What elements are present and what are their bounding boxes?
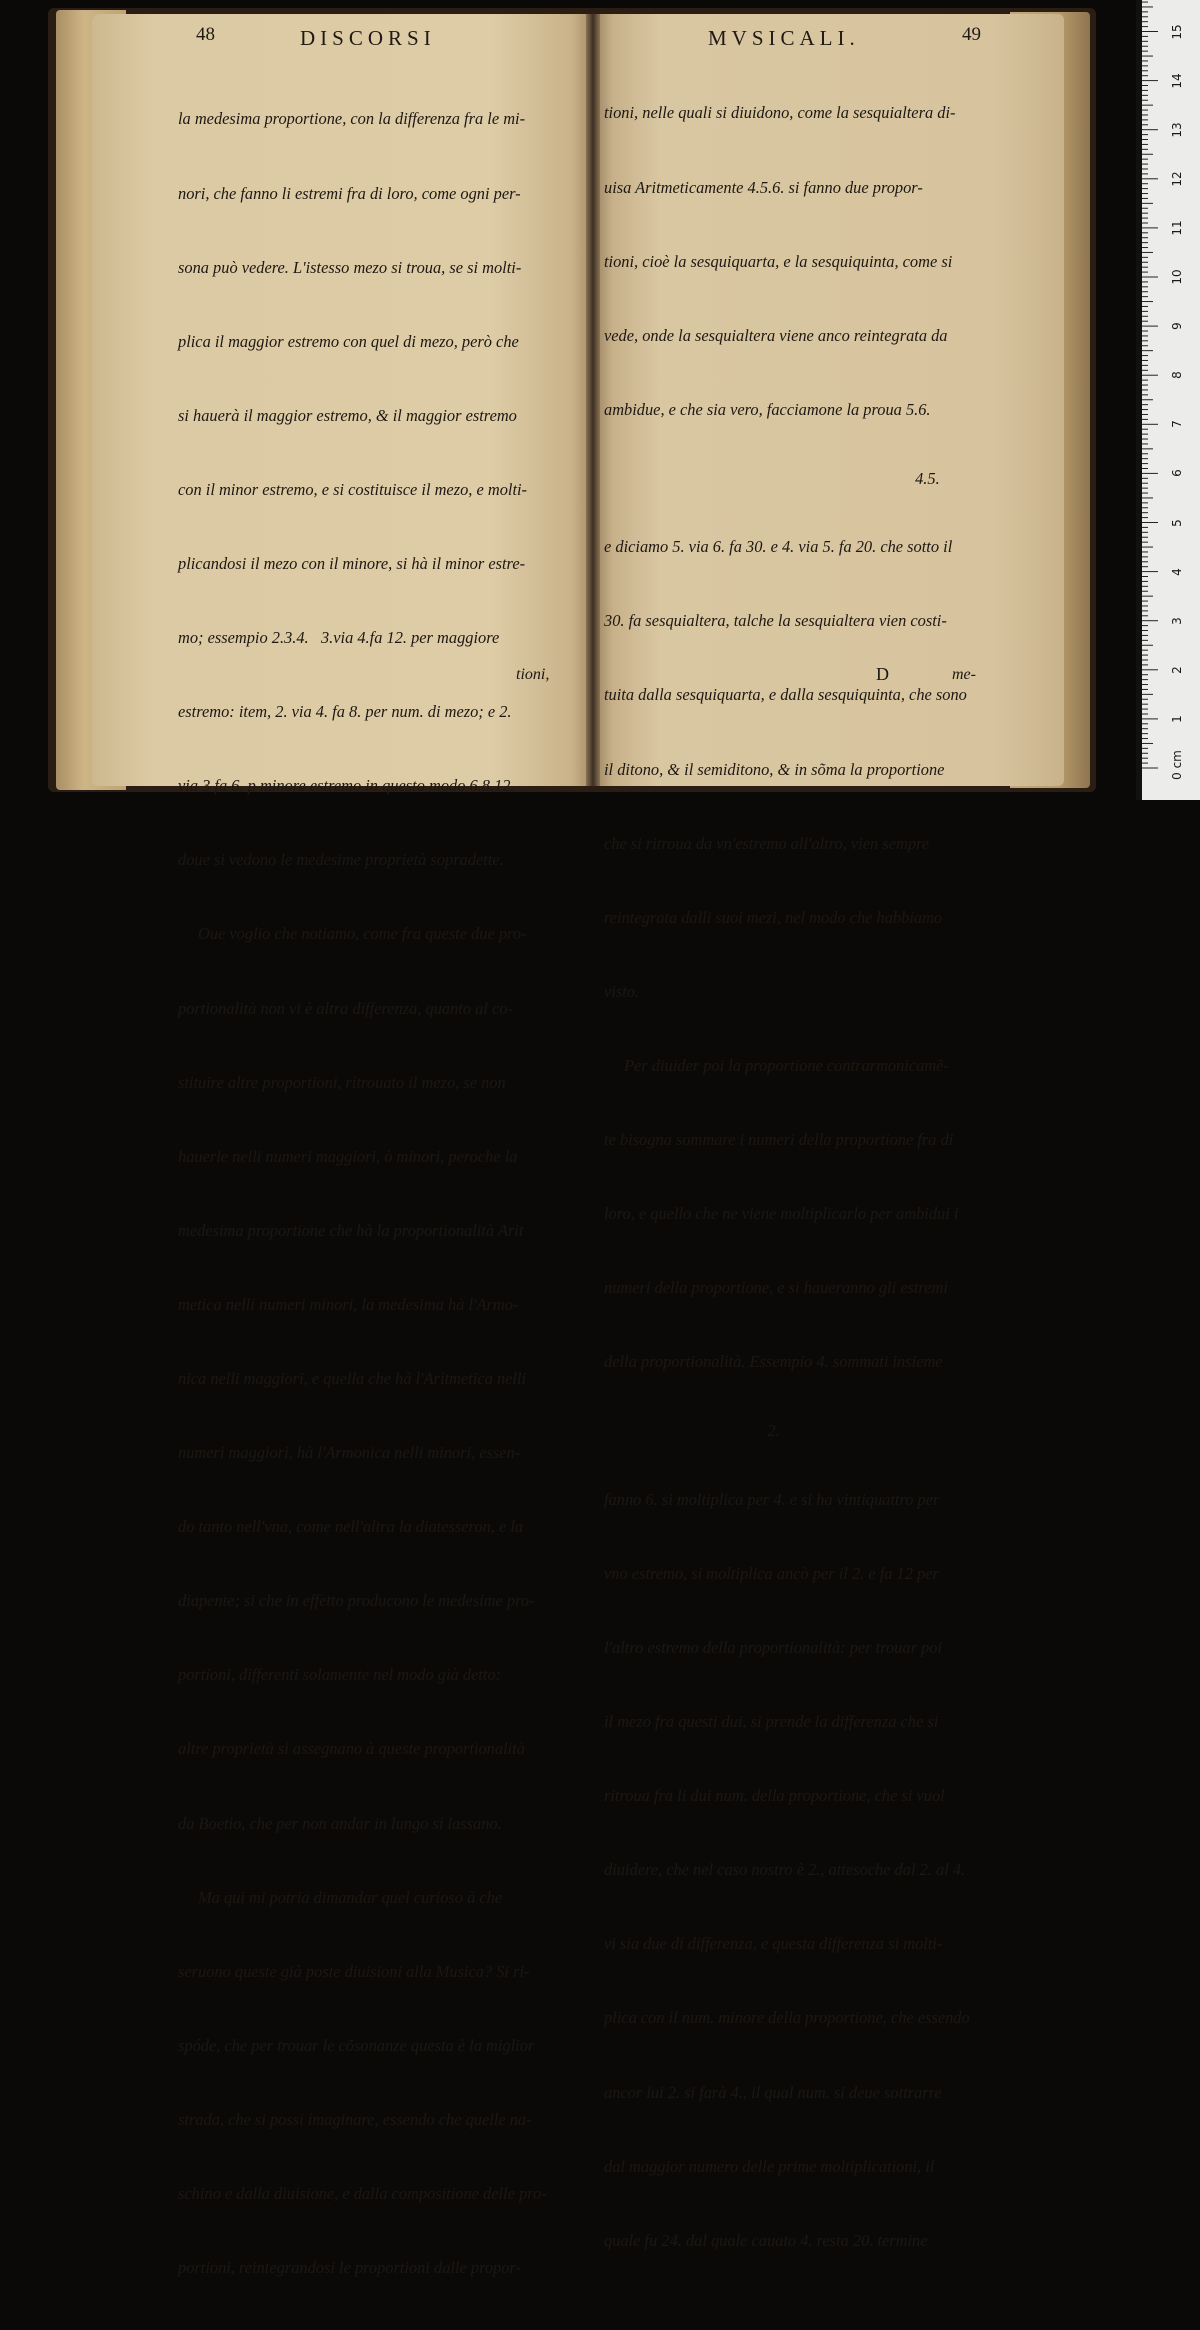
text-line: plica il maggior estremo con quel di mezo, però che <box>178 331 519 351</box>
text-line: spóde, che per trouar le cõsonanze questa è la miglior <box>178 2035 535 2055</box>
text-line: strada, che si possi imaginare, essendo che quelle na- <box>178 2109 532 2129</box>
text-line: il ditono, & il semiditono, & in sõma la proportione <box>604 759 945 779</box>
text-line: altre proprietà si assegnano à queste proportionalità <box>178 1739 525 1759</box>
text-line: e diciamo 5. via 6. fa 30. e 4. via 5. fa 20. che sotto il <box>604 537 953 557</box>
ruler-number: 12 <box>1170 171 1184 187</box>
text-line: si hauerà il maggior estremo, & il maggior estremo <box>178 405 517 425</box>
text-line: tioni, cioè la sesquiquarta, e la sesquiquinta, come si <box>604 251 953 271</box>
right-catchword: me- <box>952 666 976 683</box>
text-line: con il minor estremo, e si costituisce il mezo, e molti- <box>178 479 528 499</box>
text-line: vede, onde la sesquialtera viene anco reintegrata da <box>604 325 948 345</box>
text-line: che si ritroua da vn'estremo all'altro, vien sempre <box>604 833 930 853</box>
text-line: medesima proportione che hà la proportionalità Arit <box>178 1220 524 1240</box>
text-line: sona può vedere. L'istesso mezo si troua, se si molti- <box>178 257 522 277</box>
text-line: do tanto nell'vna, come nell'altra la diatesseron, e la <box>178 1517 524 1537</box>
ruler-number: 2 <box>1170 665 1184 674</box>
text-line: 2. <box>767 1421 780 1441</box>
text-line: vno estremo, si moltiplica ancò per il 2. e fa 12 per <box>604 1563 939 1583</box>
right-page-number: 49 <box>962 24 981 45</box>
text-line: reintegrata dalli suoi mezi, nel modo che habbiamo <box>604 907 943 927</box>
text-line: il mezo fra questi dui, si prende la differenza che si <box>604 1712 939 1732</box>
text-line: te bisogna sommare i numeri della proportione fra di <box>604 1130 954 1150</box>
text-line: hauerle nelli numeri maggiori, ò minori, peroche la <box>178 1146 518 1166</box>
text-line: portionalità non vi è altra differenza, quanto al co- <box>178 998 513 1018</box>
ruler-number: 11 <box>1170 220 1184 236</box>
ruler-number: 5 <box>1170 518 1184 527</box>
ruler-number: 4 <box>1170 567 1184 576</box>
text-line: 4.5. <box>915 468 940 488</box>
right-page-text <box>604 52 970 2303</box>
text-line: numeri maggiori, hà l'Armonica nelli minori, essen- <box>178 1443 521 1463</box>
text-line: 30. fa sesquialtera, talche la sesquialtera vien costi- <box>604 611 947 631</box>
left-page-text <box>178 58 550 2330</box>
text-line: tuita dalla sesquiquarta, e dalla sesquiquinta, che sono <box>604 685 967 705</box>
text-line: metica nelli numeri minori, la medesima hà l'Armo- <box>178 1294 519 1314</box>
signature-mark: D <box>876 664 889 684</box>
text-line: dal maggior numero delle prime moltiplicationi, il <box>604 2156 935 2176</box>
ruler-number: 10 <box>1170 269 1184 285</box>
text-line: tioni, nelle quali si diuidono, come la sesquialtera di- <box>604 103 956 123</box>
text-line: mo; essempio 2.3.4. 3.via 4.fa 12. per maggiore <box>178 628 500 648</box>
ruler-unit-label: 0 cm <box>1170 750 1184 780</box>
text-line: della proportionalità. Essempio 4. sommati insieme <box>604 1352 943 1372</box>
text-line: portioni, reintegrandosi le proportioni dalle propor- <box>178 2258 521 2278</box>
text-line: quale fu 24. dal quale cauato 4. resta 20. termine <box>604 2230 928 2250</box>
text-line: la medesima proportione, con la differenza fra le mi- <box>178 109 526 129</box>
left-page-number: 48 <box>196 24 215 45</box>
text-line: via 3 fa 6. p minore estremo in questo modo 6.8.12. <box>178 776 515 796</box>
text-line: numeri della proportione, e si haueranno gli estremi <box>604 1278 948 1298</box>
ruler-number: 1 <box>1170 715 1184 723</box>
ruler-number: 15 <box>1170 23 1184 40</box>
right-running-head: MVSICALI. <box>708 26 860 50</box>
text-line: estremo: item, 2. via 4. fa 8. per num. di mezo; e 2. <box>178 702 512 722</box>
text-line: ritroua fra li dui num. della proportione, che si vuol <box>604 1786 945 1806</box>
ruler-number: 8 <box>1170 371 1184 380</box>
text-line: fanno 6. si moltiplica per 4. e si ha vintiquattro per <box>604 1489 940 1509</box>
ruler-number: 14 <box>1170 72 1184 89</box>
text-line: schino e dalla diuisione, e dalla compositione delle pro- <box>178 2184 547 2204</box>
left-catchword: tioni, <box>516 666 550 683</box>
text-line: nica nelli maggiori, e quella che hà l'Aritmetica nelli <box>178 1369 527 1388</box>
text-line: plicandosi il mezo con il minore, si hà il minor estre- <box>178 553 526 573</box>
text-line: diuidere, che nel caso nostro è 2., attesoche dal 2. al 4. <box>604 1860 966 1880</box>
text-line: l'altro estremo della proportionalità: per trouar poi <box>604 1638 942 1657</box>
ruler-number: 6 <box>1170 469 1184 478</box>
text-line: seruono queste già poste diuisioni alla Musica? Si ri- <box>178 1961 530 1981</box>
text-line: uisa Aritmeticamente 4.5.6. si fanno due propor- <box>604 177 923 197</box>
text-line: Oue voglio che notiamo, come fra queste due pro- <box>198 924 527 944</box>
text-line: vi sia due di differenza, e questa differenza si molti- <box>604 1934 943 1954</box>
text-line: ambidue, e che sia vero, facciamone la proua 5.6. <box>604 399 931 419</box>
ruler-number: 7 <box>1170 420 1184 429</box>
text-line: portioni, differenti solamente nel modo già detto: <box>178 1665 502 1685</box>
ruler-number: 3 <box>1170 616 1184 625</box>
text-line: visto. <box>604 981 640 1001</box>
book-gutter <box>586 14 600 786</box>
ruler-number: 9 <box>1170 322 1184 330</box>
text-line: nori, che fanno li estremi fra di loro, come ogni per- <box>178 183 521 203</box>
text-line: stituire altre proportioni, ritrouato il mezo, se non <box>178 1072 506 1092</box>
text-line: da Boetio, che per non andar in lungo si lassano. <box>178 1813 502 1833</box>
ruler-number: 13 <box>1170 122 1184 138</box>
left-running-head: DISCORSI <box>300 26 436 50</box>
text-line: plica con il num. minore della proportione, che essendo <box>604 2008 970 2028</box>
text-line: loro, e quello che ne viene moltiplicarlo per ambidui i <box>604 1204 959 1224</box>
text-line: Per diuider poi la proportione contrarmonicamẽ- <box>624 1055 949 1075</box>
text-line: Ma qui mi potria dimandar quel curioso à che <box>198 1887 503 1907</box>
text-line: diapente; si che in effetto producono le medesime pro- <box>178 1591 535 1611</box>
text-line: ancor lui 2. si farà 4., il qual num. si deue sottrarre <box>604 2082 942 2102</box>
text-line: doue si vedono le medesime proprietà sopradette. <box>178 850 504 870</box>
